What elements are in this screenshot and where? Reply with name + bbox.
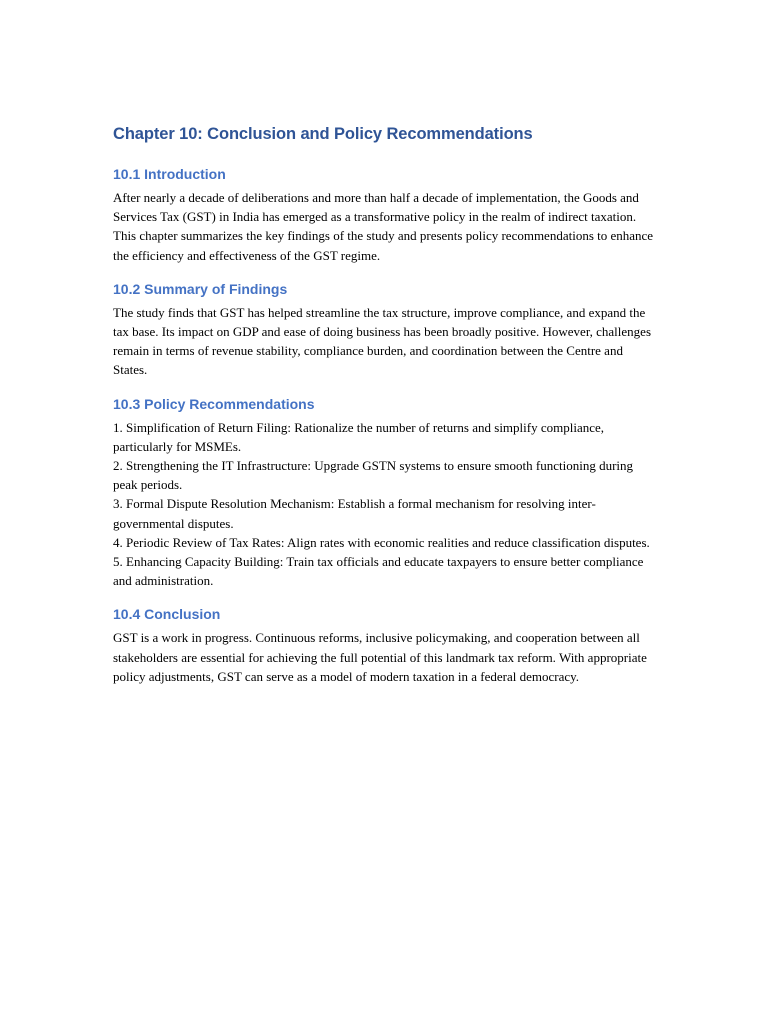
list-item: 2. Strengthening the IT Infrastructure: Upgrade GSTN systems to ensure smooth functioning during peak periods. — [113, 458, 634, 493]
section-heading-introduction: 10.1 Introduction — [113, 166, 226, 182]
list-item: 4. Periodic Review of Tax Rates: Align rates with economic realities and reduce classification disputes. — [113, 534, 650, 550]
conclusion-paragraph: GST is a work in progress. Continuous reforms, inclusive policymaking, and cooperation between all stakeholders are essential for achieving the full potential of this landmark tax reform. With appropriate policy adjustments, GST can serve as a model of modern taxation in a federal democracy. — [113, 630, 647, 684]
section-heading-policy-recommendations: 10.3 Policy Recommendations — [113, 395, 315, 412]
summary-of-findings-paragraph: The study finds that GST has helped streamline the tax structure, improve compliance, and expand the tax base. Its impact on GDP and ease of doing business has been broadly positive. However, challenges remain in terms of revenue stability, compliance burden, and coordination between the Centre and States. — [113, 304, 652, 378]
section-heading-summary-of-findings: 10.2 Summary of Findings — [113, 280, 288, 297]
list-item: 5. Enhancing Capacity Building: Train tax officials and educate taxpayers to ensure better compliance and administration. — [113, 554, 644, 589]
section-heading-conclusion: 10.4 Conclusion — [113, 606, 221, 623]
policy-recommendations-list — [113, 418, 660, 591]
list-item: 1. Simplification of Return Filing: Rationalize the number of returns and simplify compliance, particularly for MSMEs. — [113, 419, 605, 454]
introduction-paragraph: After nearly a decade of deliberations and more than half a decade of implementation, the Goods and Services Tax (GST) in India has emerged as a transformative policy in the realm of indirect taxation. This chapter summarizes the key findings of the study and presents policy recommendations to enhance the efficiency and effectiveness of the GST regime. — [113, 190, 654, 263]
list-item: 3. Formal Dispute Resolution Mechanism: Establish a formal mechanism for resolving inter-governmental disputes. — [113, 496, 596, 531]
chapter-title: Chapter 10: Conclusion and Policy Recommendations — [113, 125, 533, 143]
